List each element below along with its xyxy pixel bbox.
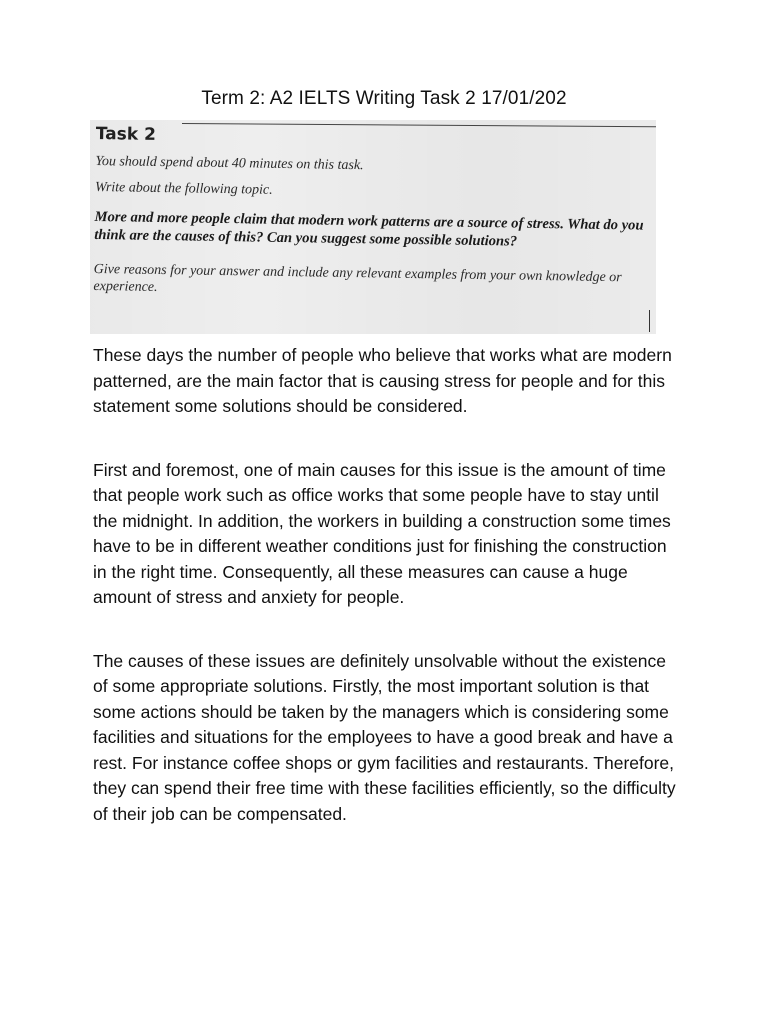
task-content xyxy=(93,124,648,305)
task-prompt-scan xyxy=(90,120,656,334)
essay-paragraph-causes: First and foremost, one of main causes for this issue is the amount of time that people work such as office works that some people have to stay until the midnight. In addition, the workers in building a construction some times have to be in different weather conditions just for finishing the construction in the right time. Consequently, all these measures can cause a huge amount of stress and anxiety for people. xyxy=(93,459,671,607)
task-question: More and more people claim that modern work patterns are a source of stress. What do you think are the causes of this? Can you suggest some possible solutions? xyxy=(94,208,644,250)
essay-body xyxy=(93,343,683,865)
page-title: Term 2: A2 IELTS Writing Task 2 17/01/202 xyxy=(201,88,567,109)
task-topic-instruction: Write about the following topic. xyxy=(94,179,273,198)
task-heading: Task 2 xyxy=(95,124,157,145)
scan-right-rule xyxy=(649,310,650,332)
task-time-instruction: You should spend about 40 minutes on this task. xyxy=(95,153,364,174)
essay-paragraph-solutions: The causes of these issues are definitely unsolvable without the existence of some appropriate solutions. Firstly, the most important solution is that some actions should be taken by the managers which is considering some facilities and situations for the employees to have a good break and have a rest. For instance coffee shops or gym facilities and restaurants. Therefore, they can spend their free time with these facilities efficiently, so the difficulty of their job can be compensated. xyxy=(93,650,676,824)
essay-paragraph-intro: These days the number of people who believe that works what are modern patterned, are the main factor that is causing stress for people and for this statement some solutions should be considered. xyxy=(93,345,672,416)
task-footer-instruction: Give reasons for your answer and include any relevant examples from your own knowledge or experience. xyxy=(93,262,622,296)
